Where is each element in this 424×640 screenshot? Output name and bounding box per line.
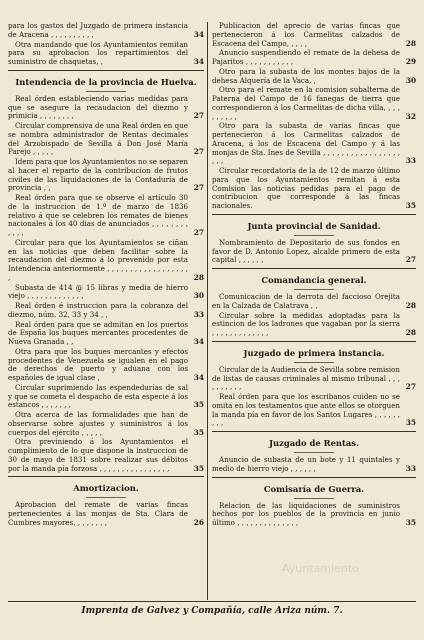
entry-text: Circular suprimiendo las espendedurías de sal y que se cometa el despacho de esta especie á los estancos , , , , , , , (8, 382, 188, 410)
section-underline (294, 452, 334, 453)
juzgado-entry-list (212, 366, 416, 428)
index-entry (212, 393, 416, 428)
index-entry (8, 348, 204, 383)
entry-page-number: 34 (193, 29, 204, 39)
index-entry (212, 22, 416, 48)
column-divider (207, 22, 208, 600)
entry-page-number: 26 (193, 517, 204, 527)
index-entry (212, 366, 416, 392)
index-entry (212, 122, 416, 166)
entry-page-number: 28 (405, 38, 416, 48)
section-rule (212, 431, 416, 432)
entry-page-number: 27 (193, 111, 204, 121)
sanidad-entry-list (212, 239, 416, 265)
huelva-entry-list (8, 95, 204, 474)
index-entry (212, 68, 416, 86)
entry-page-number: 33 (193, 309, 204, 319)
entry-page-number: 34 (193, 373, 204, 382)
footer-rule (8, 601, 416, 602)
index-entry (8, 194, 204, 238)
section-title-juzgado: Juzgado de primera instancia. (243, 347, 385, 358)
entry-page-number: 27 (405, 255, 416, 265)
entry-page-number: 35 (405, 518, 416, 527)
left-column (8, 22, 204, 529)
amortizacion-entry-list (8, 501, 204, 527)
entry-page-number: 32 (405, 111, 416, 121)
entry-text: Idem para que los Ayuntamientos no se separen al hacer el reparto de la contribucion de frutos civiles de las liquidaciones de la Contaduría de provincia , , (8, 157, 188, 193)
entry-text: Otra previniendo á los Ayuntamientos el cumplimiento de lo que dispone la instruccion de 30 de mayo de 1831 sobre realizar sus débitos por la manda pía forzosa , , , , , , , , , , , , , , , , (8, 437, 188, 473)
entry-text: Circular de la Audiencia de Sevilla sobre remision de listas de causas criminales al mismo tribunal , , , , , , , , , , (212, 364, 400, 392)
section-rule (212, 268, 416, 269)
entry-text: Circular recordatoria de la de 12 de marzo último para que los Ayuntamientos remitan á esta Comision las noticias pedidas para el pago de contribucion que corresponde á las fincas nacionales. (212, 166, 400, 210)
entry-page-number: 30 (193, 291, 204, 301)
entry-text: Otra para que los buques mercantes y efectos procedentes de Venezuela se igualen en el pago de derechos de puerto y aduana con los españoles de igual clase , (8, 346, 188, 382)
entry-text: Circular comprensiva de una Real órden en que se nombra administrador de Rentas decimales del Arzobispado de Sevilla á Don José María Parejo , , , , , (8, 121, 188, 157)
section-title-amortizacion: Amortizacion. (73, 483, 139, 494)
index-entry (212, 49, 416, 67)
left-intro-list (8, 22, 204, 67)
entry-text: Subasta de 414 @ 15 libras y media de hierro viejo , , , , , , , , , , , , , (8, 282, 188, 301)
index-entry (212, 86, 416, 121)
index-entry (212, 502, 416, 528)
section-rule (212, 341, 416, 342)
section-rule (8, 476, 204, 477)
entry-page-number: 33 (405, 156, 416, 166)
entry-text: Real órden é instruccion para la cobranza del diezmo, núm. 32, 33 y 34 , , (8, 301, 188, 319)
entry-text: Real órden estableciendo varias medidas para que se asegure la recaudacion del diezmo y primicia , , , , , , , , (8, 93, 188, 121)
index-entry (8, 239, 204, 283)
index-entry (8, 122, 204, 157)
entry-page-number: 27 (193, 228, 204, 237)
entry-page-number: 35 (193, 427, 204, 437)
index-entry (8, 302, 204, 320)
entry-page-number: 28 (193, 272, 204, 282)
entry-text: Otra acerca de las formalidades que han de observarse sobre ajustes y suministros á los cuerpos del ejército , , , , , (8, 410, 188, 437)
index-entry (212, 293, 416, 311)
index-entry (8, 438, 204, 473)
section-title-guerra: Comisaría de Guerra. (263, 483, 365, 494)
index-entry (8, 95, 204, 121)
printer-footer: Imprenta de Galvez y Compañía, calle Ariza núm. 7. (81, 606, 343, 616)
watermark-text: Ayuntamiento (282, 562, 359, 575)
index-entry (8, 158, 204, 193)
index-entry (8, 284, 204, 302)
entry-page-number: 35 (405, 418, 416, 428)
entry-page-number: 33 (405, 463, 416, 473)
entry-text: Nombramiento de Depositario de sus fondos en favor de D. Antonio Lopez, alcalde primero de esta capital , , , , , , (212, 237, 400, 265)
section-title-comandancia: Comandancia general. (261, 275, 367, 285)
index-entry (8, 501, 204, 527)
right-intro-list (212, 22, 416, 211)
entry-page-number: 27 (193, 183, 204, 193)
section-rule (212, 477, 416, 478)
entry-text: para los gastos del Juzgado de primera instancia de Aracena , , , , , , , , , , (8, 21, 188, 39)
rentas-entry-list (212, 456, 416, 474)
entry-text: Circular sobre la medidas adoptadas para la estincion de los ladrones que vagaban por la sierra , , , , , , , , , , , , , (212, 310, 400, 337)
index-entry (212, 312, 416, 338)
guerra-entry-list (212, 502, 416, 528)
entry-text: Publicacion del aprecio de varias fincas que pertenecieron á los Carmelitas calzados de Escacena del Campo, , , , , (212, 21, 400, 48)
index-entry (8, 411, 204, 437)
section-underline (86, 91, 126, 92)
entry-page-number: 29 (405, 57, 416, 66)
entry-page-number: 35 (193, 463, 204, 473)
entry-text: Otra mandando que los Ayuntamientos remitan para su aprobacion los repartimientos del suministro de chaquetas, , (8, 39, 188, 66)
entry-text: Otro para la subasta de los montes bajos de la dehesa Alquería de la Vaca, , (212, 66, 400, 85)
entry-page-number: 35 (405, 201, 416, 210)
right-column (212, 22, 416, 529)
index-entry (212, 167, 416, 211)
entry-text: Real órden para que los escribanos cuiden no se omita en los testamentos que ante ellos se otorguen la manda pía en favor de los Santos Lugares , , , , , , , , , (212, 392, 400, 428)
index-entry (8, 22, 204, 40)
section-underline (294, 289, 334, 290)
entry-text: Real órden para que se observe el artículo 30 de la instruccion de 1.º de marzo de 1836 relativo á que se celebren los remates de bienes nacionales á los 40 dias de anunciados , , , , , , , , , , , , (8, 193, 188, 237)
entry-text: Anuncio suspendiendo el remate de la dehesa de Pajaritos , , , , , , , , , , , (212, 48, 400, 66)
entry-text: Circular para que los Ayuntamientos se ciñan en las noticias que deben facilitar sobre la recaudacion del diezmo á lo prevenido por esta Intendencia anteriormente , , , , , , , , , , , , , , , , , , , (8, 237, 188, 282)
section-rule (8, 70, 204, 71)
index-entry (8, 384, 204, 410)
entry-text: Comunicacion de la derrota del faccioso Orejita en la Calzada de Calatrava , , (212, 292, 400, 310)
section-underline (294, 235, 334, 236)
entry-page-number: 28 (405, 300, 416, 310)
section-title-huelva: Intendencia de la provincia de Huelva. (15, 76, 197, 87)
entry-text: Otro para la subasta de varias fincas que pertenecieron á los Carmelitas calzados de Aracena, á los de Escacena del Campo y á las monjas de Sta. Ines de Sevilla , , , , , , , , , , , , , , , , , , , , (212, 121, 400, 166)
index-entry (8, 321, 204, 347)
entry-page-number: 30 (405, 75, 416, 85)
index-entry (212, 239, 416, 265)
section-underline (294, 362, 334, 363)
index-entry (8, 41, 204, 67)
entry-page-number: 34 (193, 337, 204, 346)
entry-text: Real órden para que se admitan en los puertos de España los buques mercantes procedentes de Nueva Granada , , (8, 319, 188, 346)
comandancia-entry-list (212, 293, 416, 338)
entry-text: Aprobacion del remate de varias fincas pertenecientes á las monjas de Sta. Clara de Cumbres mayores, , , , , , , , (8, 500, 188, 527)
section-underline (86, 497, 126, 498)
entry-text: Relacion de las liquidaciones de suministros hechos por los pueblos de la provincia en junio último , , , , , , , , , , , , , , (212, 500, 400, 527)
section-title-sanidad: Junta provincial de Sanidad. (247, 220, 381, 231)
entry-page-number: 34 (193, 57, 204, 66)
section-underline (294, 498, 334, 499)
entry-page-number: 27 (405, 382, 416, 392)
entry-page-number: 27 (193, 147, 204, 157)
entry-page-number: 35 (193, 400, 204, 410)
section-rule (212, 214, 416, 215)
entry-page-number: 28 (405, 328, 416, 337)
index-entry (212, 456, 416, 474)
section-title-rentas: Juzgado de Rentas. (269, 438, 359, 448)
entry-text: Otro para el remate en la comision subalterna de Paterna del Campo de 16 fanegas de tierra que correspondieron á los Carmelitas de dicha villa, , , , , , , , , , (212, 85, 400, 121)
entry-text: Anuncio de subasta de un bote y 11 quintales y medio de hierro viejo , , , , , , (212, 455, 400, 473)
